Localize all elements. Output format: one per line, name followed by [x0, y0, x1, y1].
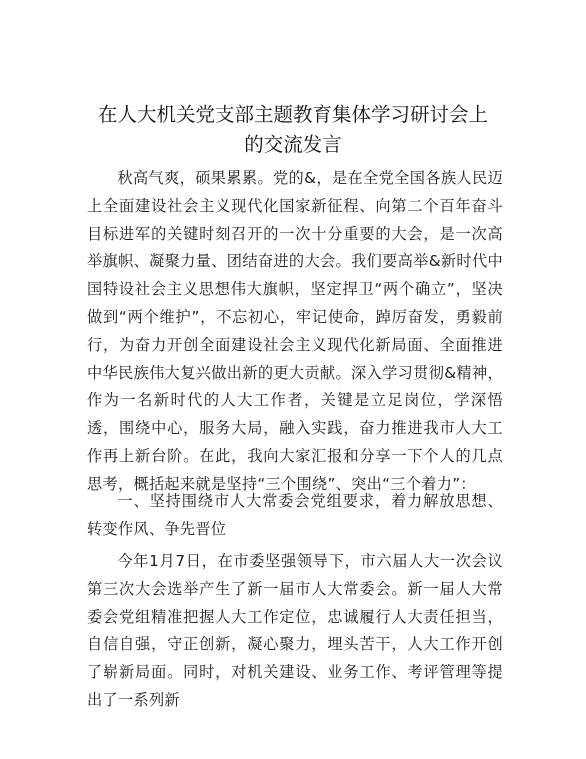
title-line-2: 的交流发言 — [244, 133, 342, 156]
paragraph-intro: 秋高气爽，硕果累累。党的&，是在全党全国各族人民迈上全面建设社会主义现代化国家新征程、向第二个百年奋斗目标进军的关键时刻召开的一次十分重要的大会，是一次高举旗帜、凝聚力量、团结奋进的大会。我们要高举&新时代中国特设社会主义思想伟大旗帜，坚定捍卫“两个确立”，坚决做到“两个维护”，不忘初心，牢记使命，踔厉奋发，勇毅前行，为奋力开创全面建设社会主义现代化新局面、全面推进中华民族伟大复兴做出新的更大贡献。深入学习贯彻&精神，作为一名新时代的人大工作者，关键是立足岗位，学深悟透，围绕中心，服务大局，融入实践，奋力推进我市人大工作再上新台阶。在此，我向大家汇报和分享一下个人的几点思考，概括起来就是坚持“三个围绕”、突出“三个着力”： — [87, 169, 503, 493]
paragraph-section-1: 今年1月7日，在市委坚强领导下，市六届人大一次会议第三次大会选举产生了新一届市人大常委会。新一届人大常委会党组精准把握人大工作定位，忠诚履行人大责任担当，自信自强，守正创新，凝心聚力，埋头苦干，人大工作开创了崭新局面。同时，对机关建设、业务工作、考评管理等提出了一系列新 — [87, 552, 503, 709]
title-line-1: 在人大机关党支部主题教育集体学习研讨会上 — [97, 103, 488, 126]
section-heading-1: 一、坚持围绕市人大常委会党组要求，着力解放思想、转变作风、争先晋位 — [87, 492, 503, 538]
document-title — [60, 100, 526, 160]
